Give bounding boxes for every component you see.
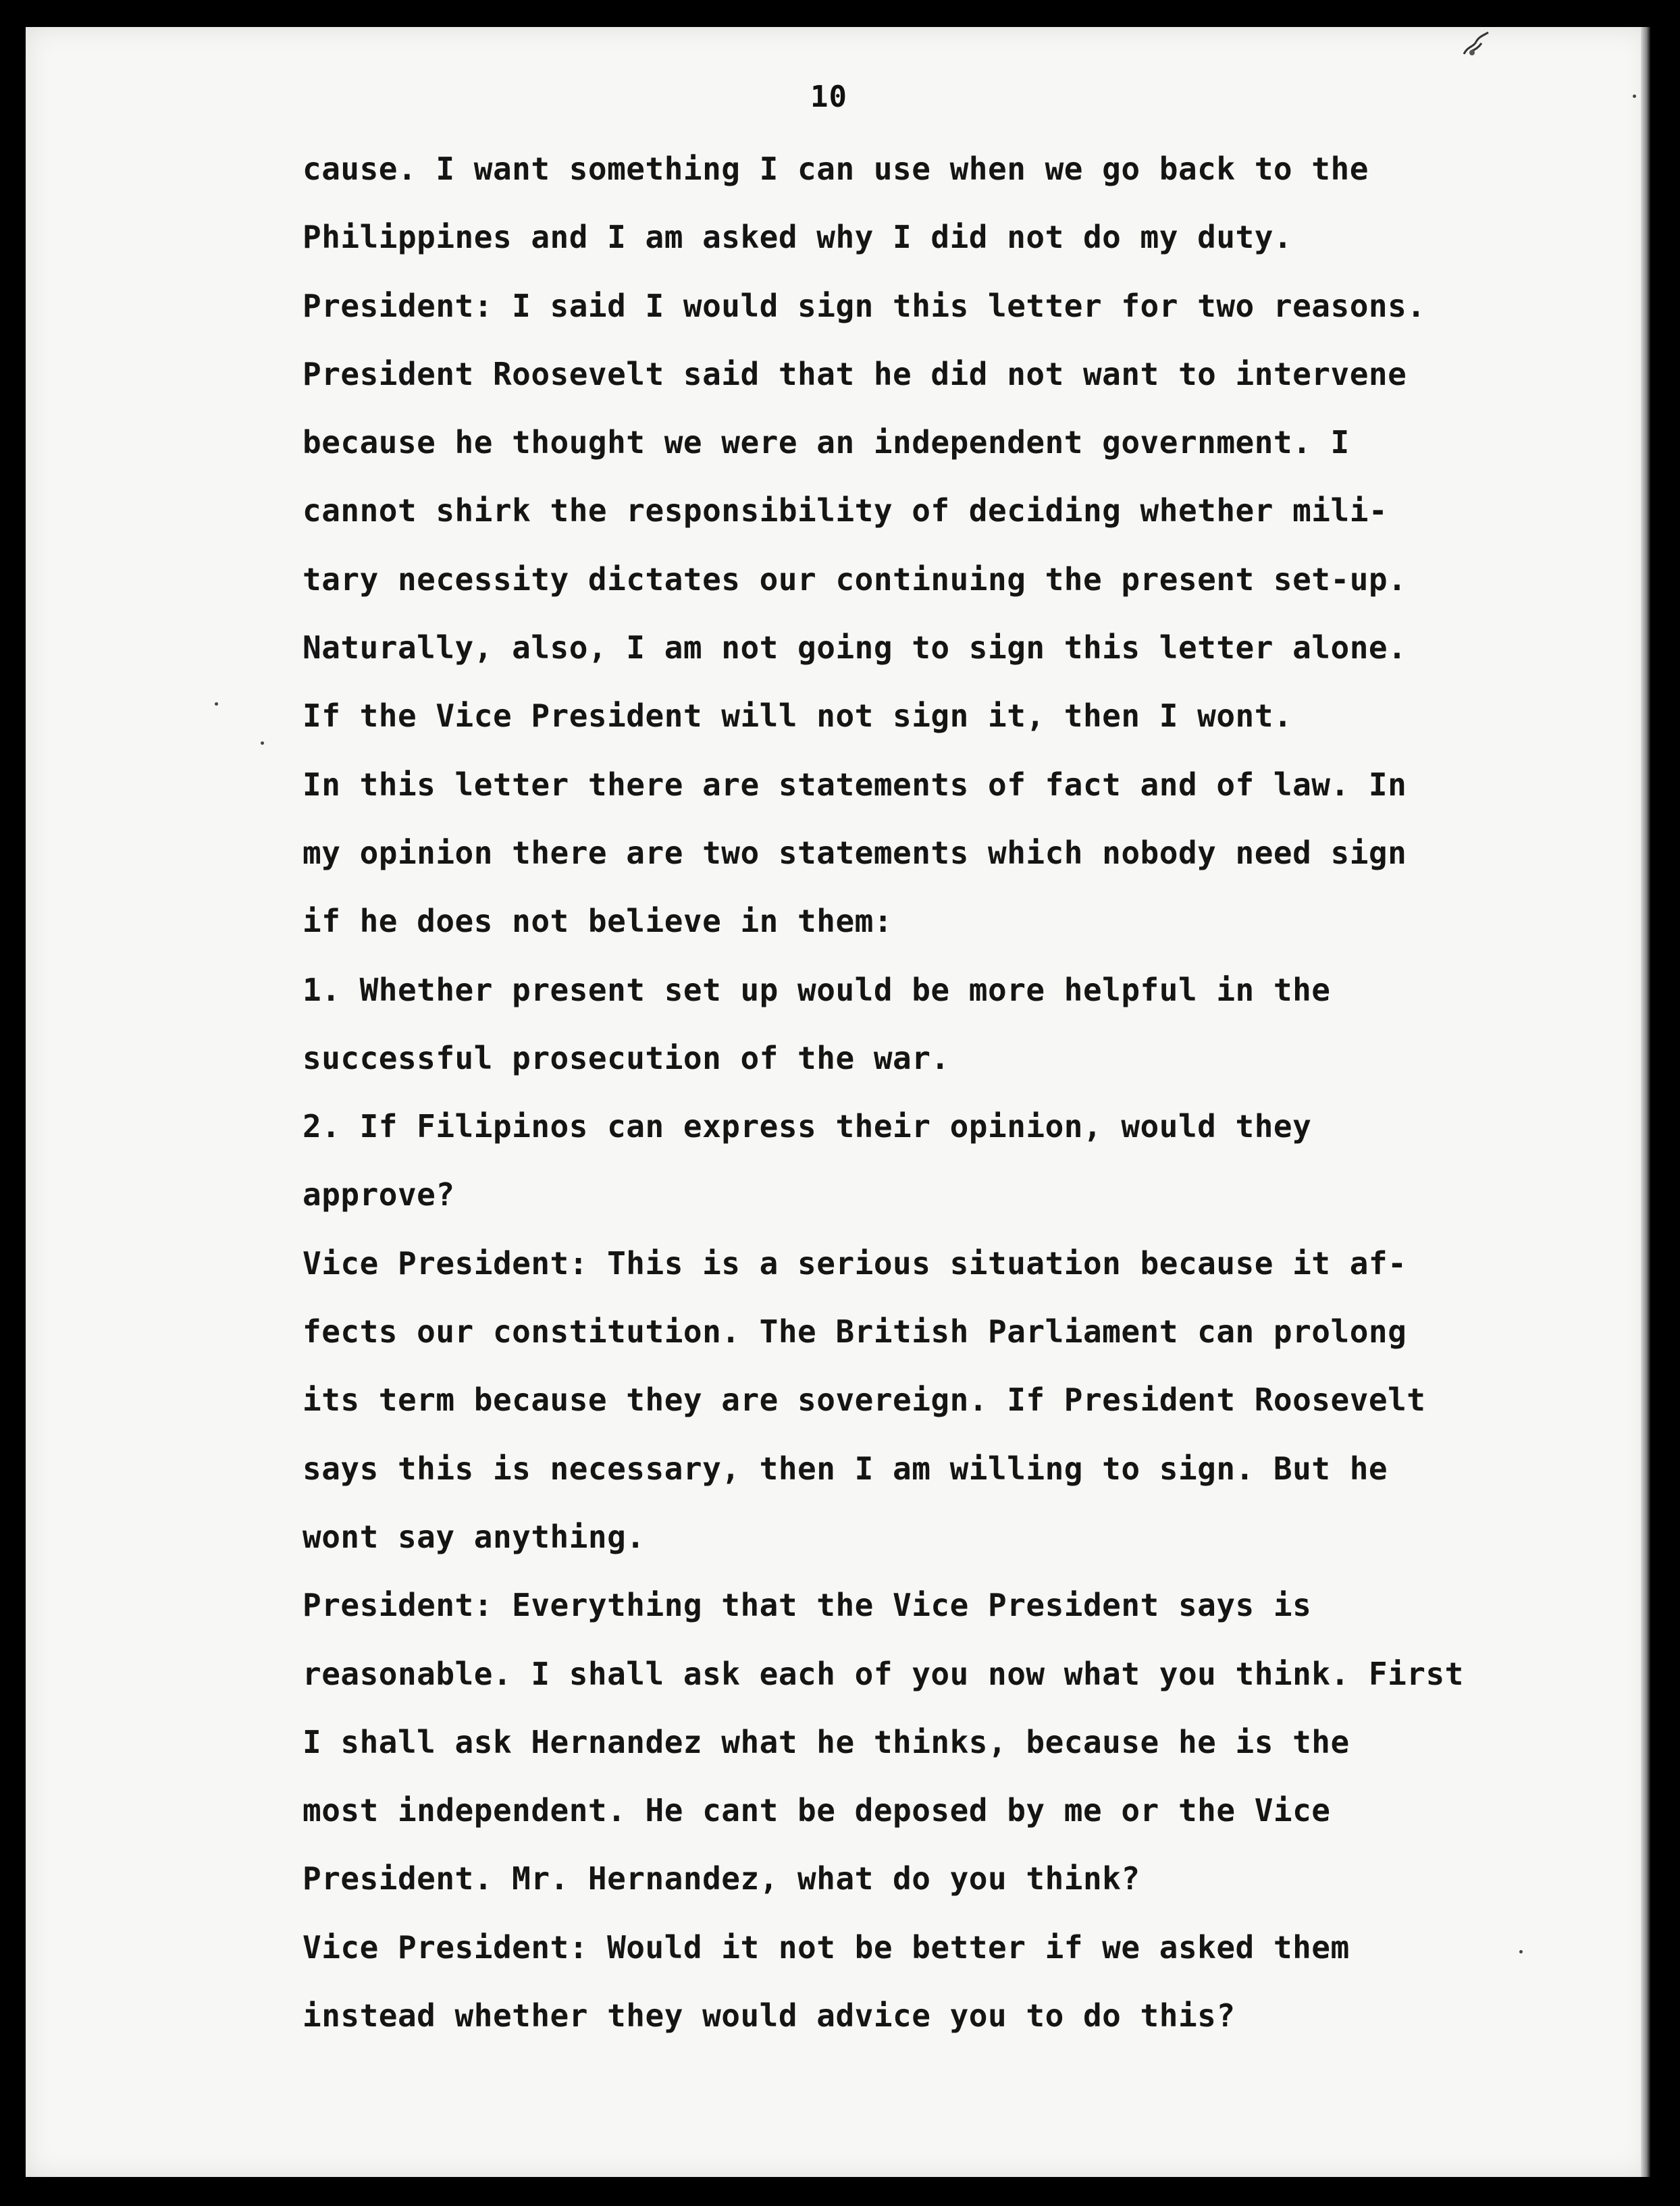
text-line: its term because they are sovereign. If President Roosevelt: [303, 1382, 1426, 1419]
text-line: because he thought we were an independent government. I: [303, 424, 1350, 461]
text-line: says this is necessary, then I am willing to sign. But he: [303, 1450, 1388, 1487]
text-line: 2. If Filipinos can express their opinion, would they: [303, 1108, 1312, 1145]
text-line: successful prosecution of the war.: [303, 1039, 950, 1076]
text-line: reasonable. I shall ask each of you now what you think. First: [303, 1655, 1464, 1692]
text-line: my opinion there are two statements which nobody need sign: [303, 834, 1407, 871]
text-line: President: Everything that the Vice President says is: [303, 1587, 1312, 1624]
speck: [215, 702, 218, 706]
text-line: instead whether they would advice you to do this?: [303, 1997, 1236, 2034]
text-line: 1. Whether present set up would be more helpful in the: [303, 971, 1331, 1008]
speck: [261, 741, 264, 745]
text-line: wont say anything.: [303, 1518, 646, 1555]
text-line: cannot shirk the responsibility of deciding whether mili-: [303, 492, 1388, 529]
text-line: I shall ask Hernandez what he thinks, because he is the: [303, 1723, 1350, 1760]
text-line: Naturally, also, I am not going to sign this letter alone.: [303, 629, 1407, 666]
text-line: approve?: [303, 1176, 455, 1213]
text-line: Philippines and I am asked why I did not do my duty.: [303, 219, 1293, 256]
text-line: In this letter there are statements of fact and of law. In: [303, 766, 1407, 803]
text-line: President. Mr. Hernandez, what do you think?: [303, 1860, 1140, 1897]
text-line: cause. I want something I can use when we go back to the: [303, 151, 1369, 187]
text-line: President Roosevelt said that he did not want to intervene: [303, 355, 1407, 392]
speck: [1633, 95, 1636, 98]
text-line: fects our constitution. The British Parliament can prolong: [303, 1313, 1407, 1350]
text-line: most independent. He cant be deposed by me or the Vice: [303, 1792, 1331, 1829]
corner-smudge-mark: [1459, 27, 1492, 61]
text-line: Vice President: Would it not be better if we asked them: [303, 1928, 1350, 1966]
page-number: 10: [810, 80, 847, 114]
text-line: If the Vice President will not sign it, then I wont.: [303, 698, 1293, 735]
typed-body-text: [303, 135, 1585, 2050]
text-line: if he does not believe in them:: [303, 903, 893, 940]
page-edge-shadow: [1641, 27, 1650, 2177]
text-line: tary necessity dictates our continuing the present set-up.: [303, 560, 1407, 598]
text-line: Vice President: This is a serious situation because it af-: [303, 1244, 1407, 1282]
text-line: President: I said I would sign this letter for two reasons.: [303, 287, 1426, 324]
